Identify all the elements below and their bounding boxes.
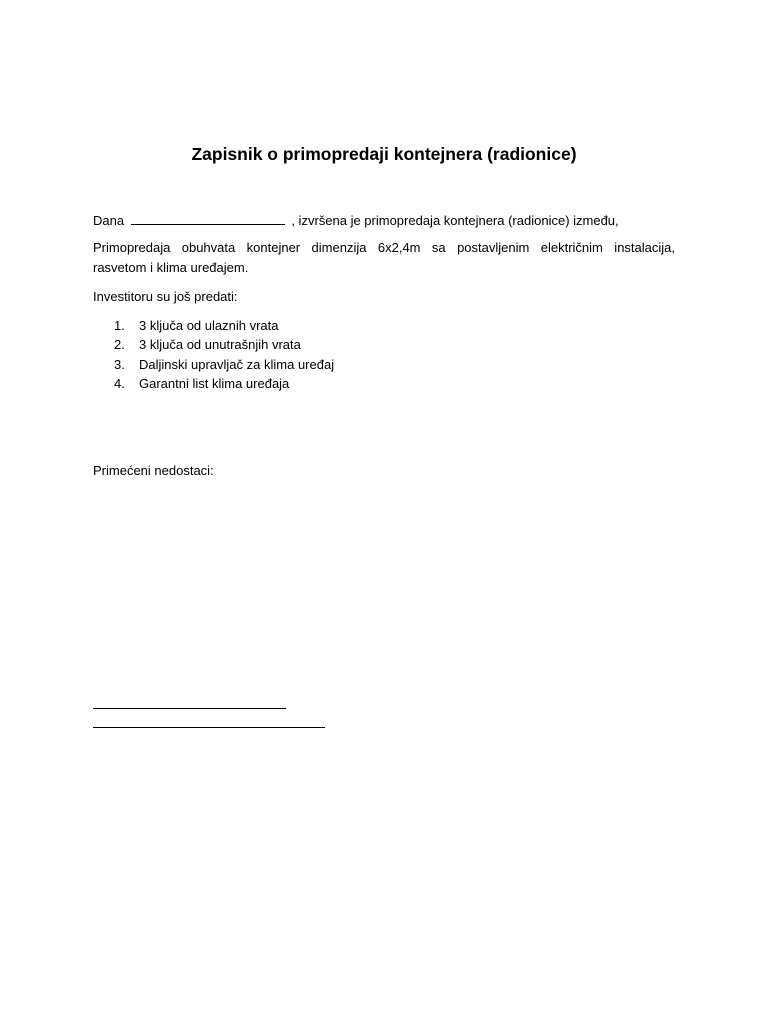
date-blank-field bbox=[131, 210, 285, 225]
handed-over-list bbox=[114, 316, 334, 393]
list-item-text: Garantni list klima uređaja bbox=[139, 375, 290, 391]
signature-line-2 bbox=[93, 727, 325, 728]
date-line bbox=[93, 210, 619, 231]
scope-paragraph-line-2: rasvetom i klima uređajem. bbox=[93, 260, 249, 275]
list-item-text: Daljinski upravljač za klima uređaj bbox=[139, 356, 335, 372]
document-title: Zapisnik o primopredaji kontejnera (radionice) bbox=[191, 144, 577, 164]
list-item-number: 3. bbox=[114, 356, 125, 372]
list-item-text: 3 ključa od ulaznih vrata bbox=[139, 318, 279, 333]
list-item-number: 1. bbox=[114, 318, 125, 333]
scope-paragraph bbox=[93, 238, 675, 278]
scope-paragraph-line-1: Primopredaja obuhvata kontejner dimenzija 6x2,4m sa postavljenim električnim instalacija, bbox=[93, 240, 675, 255]
list-item-number: 2. bbox=[114, 337, 125, 353]
date-line-suffix: , izvršena je primopredaja kontejnera (radionice) između, bbox=[291, 213, 619, 228]
signature-line-1 bbox=[93, 708, 286, 709]
list-item bbox=[114, 316, 334, 335]
list-item bbox=[114, 374, 334, 393]
defects-label: Primećeni nedostaci: bbox=[93, 463, 214, 478]
list-item bbox=[114, 355, 334, 374]
handed-over-intro: Investitoru su još predati: bbox=[93, 289, 238, 304]
date-line-prefix: Dana bbox=[93, 213, 125, 228]
list-item-text: 3 ključa od unutrašnjih vrata bbox=[139, 337, 301, 353]
list-item-number: 4. bbox=[114, 375, 125, 391]
list-item bbox=[114, 335, 334, 354]
